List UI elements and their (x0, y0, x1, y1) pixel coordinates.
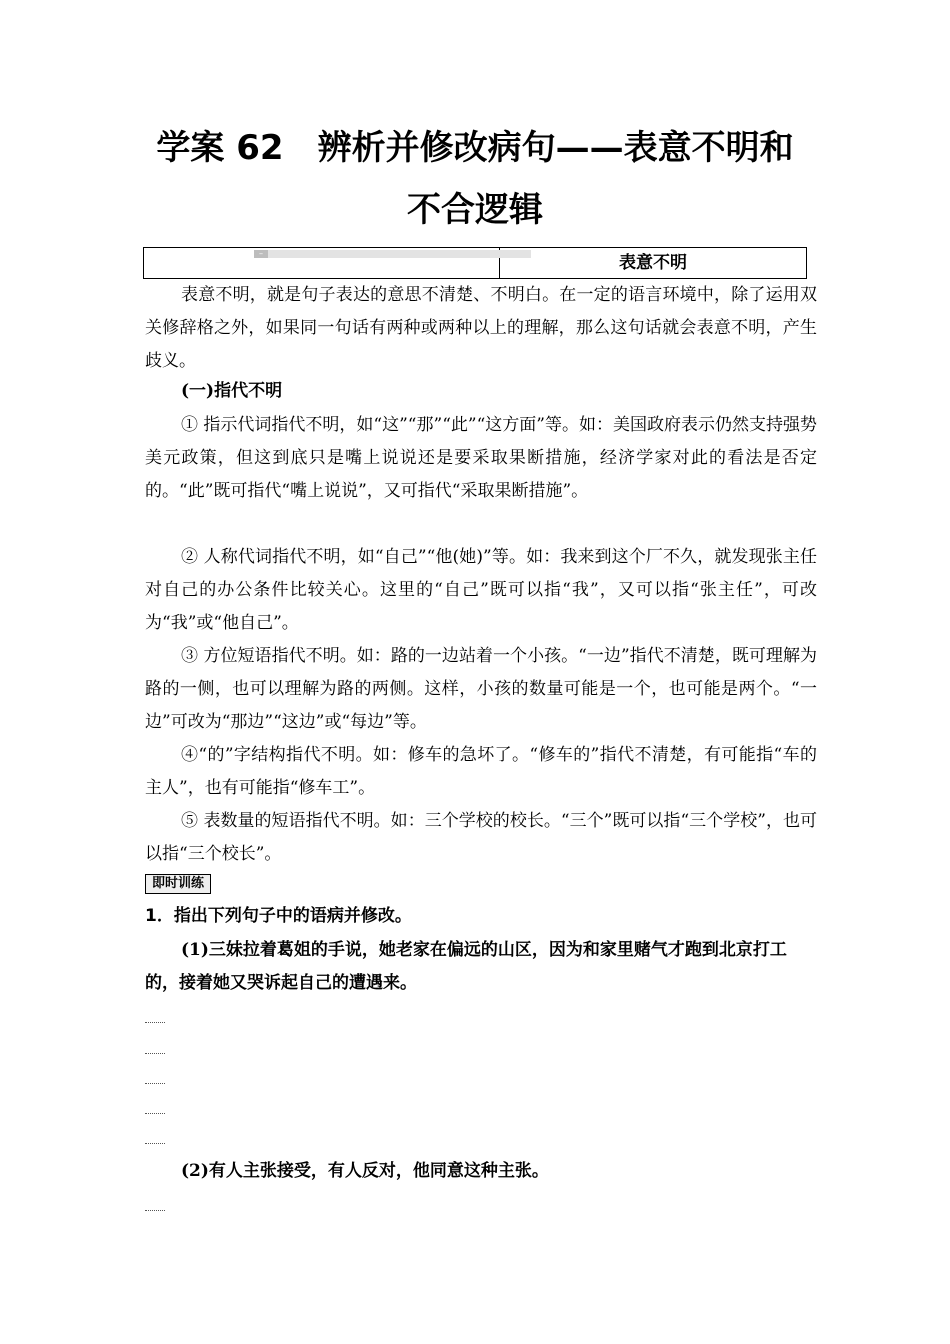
collapse-icon[interactable]: – (254, 250, 268, 258)
answer-line[interactable] (145, 1210, 165, 1212)
exercise-question-1: (1)三妹拉着葛姐的手说，她老家在偏远的山区，因为和家里赌气才跑到北京打工的，接着她又哭诉起自己的遭遇来。 (145, 940, 787, 993)
answer-line[interactable] (145, 1053, 165, 1055)
section-heading: (一)指代不明 (181, 381, 283, 401)
answer-line[interactable] (145, 1083, 165, 1085)
header-table-label: 表意不明 (619, 253, 687, 273)
answer-line[interactable] (145, 1143, 165, 1145)
answer-line[interactable] (145, 1113, 165, 1115)
header-table-left-cell (144, 248, 500, 278)
point-2: ② 人称代词指代不明，如“自己”“他(她)”等。如：我来到这个厂不久，就发现张主任对自己的办公条件比较关心。这里的“自己”既可以指“我”，又可以指“张主任”，可改为“我”或“他自己”。 (145, 547, 817, 633)
practice-tag: 即时训练 (145, 874, 211, 894)
page-title-line2: 不合逻辑 (407, 190, 543, 230)
collapse-bar[interactable] (254, 250, 531, 258)
exercise-question-2: (2)有人主张接受，有人反对，他同意这种主张。 (181, 1161, 549, 1181)
header-table (143, 247, 807, 279)
page-title-line1: 学案 62 辨析并修改病句——表意不明和 (156, 128, 794, 168)
point-4: ④“的”字结构指代不明。如：修车的急坏了。“修车的”指代不清楚，有可能指“车的主人”，也有可能指“修车工”。 (145, 745, 817, 798)
intro-paragraph: 表意不明，就是句子表达的意思不清楚、不明白。在一定的语言环境中，除了运用双关修辞格之外，如果同一句话有两种或两种以上的理解，那么这句话就会表意不明，产生歧义。 (145, 285, 817, 371)
point-1: ① 指示代词指代不明，如“这”“那”“此”“这方面”等。如：美国政府表示仍然支持强势美元政策，但这到底只是嘴上说说还是要采取果断措施，经济学家对此的看法是否定的。“此”既可指代“嘴上说说”，又可指代“采取果断措施”。 (145, 415, 817, 501)
exercise-heading: 1．指出下列句子中的语病并修改。 (145, 906, 412, 926)
answer-line[interactable] (145, 1022, 165, 1024)
point-5: ⑤ 表数量的短语指代不明。如：三个学校的校长。“三个”既可以指“三个学校”，也可以指“三个校长”。 (145, 811, 817, 864)
point-3: ③ 方位短语指代不明。如：路的一边站着一个小孩。“一边”指代不清楚，既可理解为路的一侧，也可以理解为路的两侧。这样，小孩的数量可能是一个，也可能是两个。“一边”可改为“那边”“这边”或“每边”等。 (145, 646, 817, 732)
